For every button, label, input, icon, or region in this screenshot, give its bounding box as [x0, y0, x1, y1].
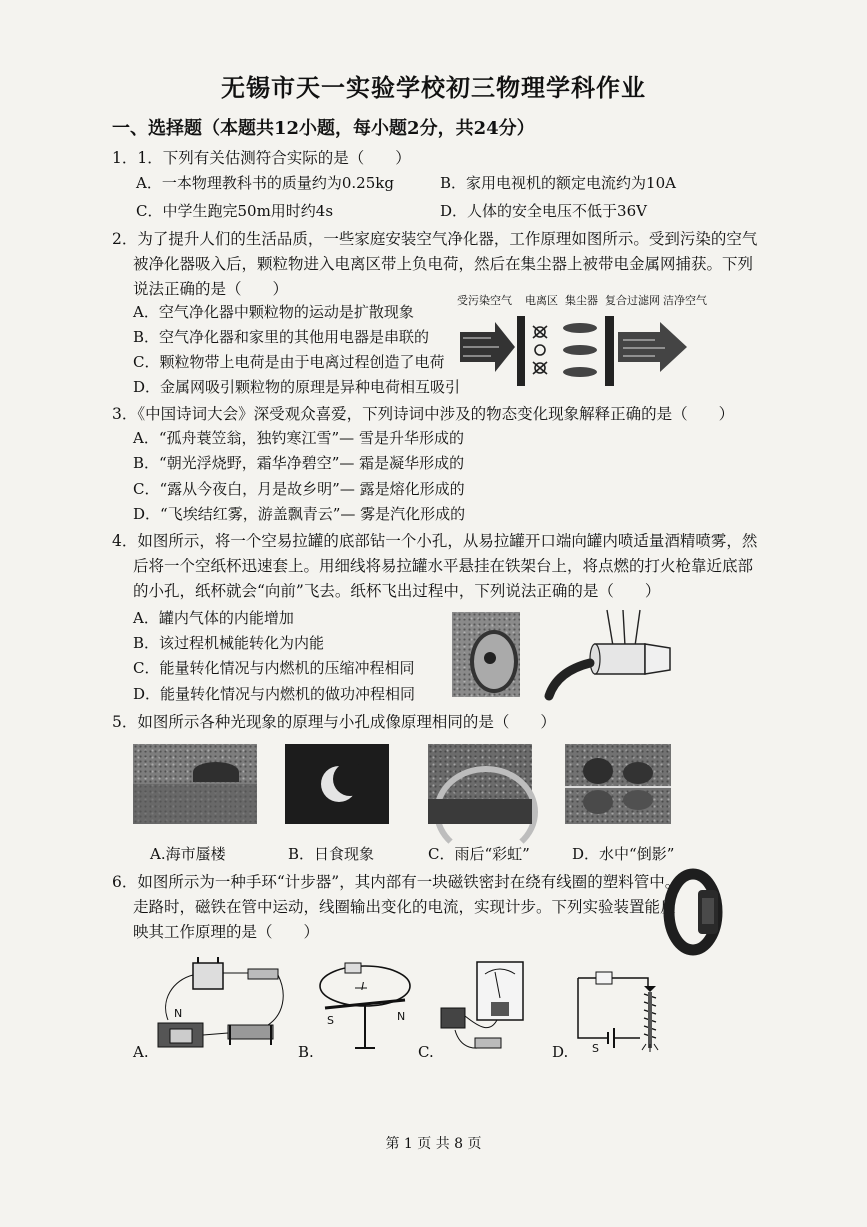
- q3-option-b: B．“朝光浮烧野，霜华净碧空”— 霜是凝华形成的: [133, 454, 465, 472]
- air-purifier-diagram: [455, 292, 707, 394]
- label-clean-air: 洁净空气: [663, 294, 707, 307]
- q3-stem: 3．《中国诗词大会》深受观众喜爱，下列诗词中涉及的物态变化现象解释正确的是（ ）: [112, 405, 735, 423]
- q3-option-a: A．“孤舟蓑笠翁，独钓寒江雪”— 雪是升华形成的: [133, 429, 464, 447]
- q2-option-d: D．金属网吸引颗粒物的原理是异种电荷相互吸引: [133, 378, 461, 396]
- q5-option-b: B．日食现象: [288, 845, 375, 863]
- current-label: I: [361, 980, 365, 993]
- q5-option-a: A.海市蜃楼: [150, 845, 226, 863]
- q1-option-a: A．一本物理教科书的质量约为0.25kg: [136, 174, 394, 192]
- q4-option-c: C．能量转化情况与内燃机的压缩冲程相同: [133, 659, 415, 677]
- q4-stem-line1: 4．如图所示，将一个空易拉罐的底部钻一个小孔，从易拉罐开口端向罐内喷适量酒精喷雾，然: [112, 532, 758, 550]
- soda-can: [595, 644, 645, 674]
- paper-cup: [645, 644, 670, 674]
- solar-eclipse-photo: [285, 744, 389, 824]
- q3-option-d: D．“飞埃结红雾，游盖飘青云”— 雾是汽化形成的: [133, 505, 466, 523]
- q5-stem: 5．如图所示各种光现象的原理与小孔成像原理相同的是（ ）: [112, 713, 556, 731]
- ionizer: [533, 326, 547, 374]
- q2-stem-line1: 2．为了提升人们的生活品质，一些家庭安装空气净化器，工作原理如图所示。受到污染的空气: [112, 230, 758, 248]
- label-ionization-zone: 电离区: [525, 294, 558, 307]
- q4-option-b: B．该过程机械能转化为内能: [133, 634, 325, 652]
- label-dust-collector: 集尘器: [565, 294, 598, 307]
- dust-collector-plates: [563, 323, 597, 377]
- q1-option-d: D．人体的安全电压不低于36V: [440, 202, 647, 220]
- q2-option-a: A．空气净化器中颗粒物的运动是扩散现象: [133, 303, 414, 321]
- q6-figure-d: [568, 958, 668, 1063]
- rainbow-photo: [428, 744, 532, 824]
- q2-option-b: B．空气净化器和家里的其他用电器是串联的: [133, 328, 430, 346]
- cell: [608, 1028, 614, 1048]
- q6-figure-c: [435, 958, 535, 1063]
- q6-option-d: D.: [552, 1043, 569, 1061]
- q6-stem-line3: 映其工作原理的是（ ）: [133, 923, 320, 941]
- q6-figure-a: [148, 955, 293, 1060]
- q5-option-c: C．雨后“彩虹”: [428, 845, 530, 863]
- q6-figure-b: [315, 958, 415, 1058]
- page-footer: 第 1 页 共 8 页: [385, 1136, 482, 1152]
- page-title: 无锡市天一实验学校初三物理学科作业: [221, 73, 646, 102]
- can-bottom-photo: [452, 612, 520, 697]
- q4-option-d: D．能量转化情况与内燃机的做功冲程相同: [133, 685, 416, 703]
- horseshoe-magnet: [441, 1008, 465, 1028]
- fitness-band-photo: [660, 868, 725, 958]
- lighter-gun: [549, 663, 590, 696]
- mirage-photo: [133, 744, 257, 824]
- pole-n-label: N: [397, 1010, 406, 1023]
- q6-stem-line2: 走路时，磁铁在管中运动，线圈输出变化的电流，实现计步。下列实验装置能反: [133, 898, 676, 916]
- switch: [248, 969, 278, 979]
- q4-stem-line3: 的小孔，纸杯就会“向前”飞去。纸杯飞出过程中，下列说法正确的是（ ）: [133, 582, 661, 600]
- battery-b: [345, 963, 361, 973]
- q5-option-d: D．水中“倒影”: [572, 845, 675, 863]
- q6-option-a: A.: [133, 1043, 149, 1061]
- switch-s-label: S: [592, 1042, 599, 1055]
- polluted-air-arrow: [460, 322, 515, 372]
- clean-air-arrow: [618, 322, 687, 372]
- section-heading: 一、选择题（本题共12小题，每小题2分，共24分）: [112, 118, 535, 139]
- can-cup-apparatus: [545, 608, 685, 700]
- intake-grille: [517, 316, 525, 386]
- q2-stem-line2: 被净化器吸入后，颗粒物进入电离区带上负电荷，然后在集尘器上被带电金属网捕获。下列: [133, 255, 754, 273]
- q4-stem-line2: 后将一个空纸杯迅速套上。用细线将易拉罐水平悬挂在铁架台上，将点燃的打火枪靠近底部: [133, 557, 754, 575]
- resistor: [596, 972, 612, 984]
- pole-s-label: S: [327, 1014, 334, 1027]
- q6-stem-line1: 6．如图所示为一种手环“计步器”，其内部有一块磁铁密封在绕有线圈的塑料管中。: [112, 873, 681, 891]
- magnet-pole-n: N: [174, 1007, 183, 1020]
- q2-option-c: C．颗粒物带上电荷是由于电离过程创造了电荷: [133, 353, 445, 371]
- q6-option-b: B.: [298, 1043, 314, 1061]
- q4-option-a: A．罐内气体的内能增加: [133, 609, 294, 627]
- q1-option-b: B．家用电视机的额定电流约为10A: [440, 174, 676, 192]
- water-reflection-photo: [565, 744, 671, 824]
- q3-option-c: C．“露从今夜白，月是故乡明”— 露是熔化形成的: [133, 480, 465, 498]
- q1-stem: 1．1．下列有关估测符合实际的是（ ）: [112, 149, 411, 167]
- rheostat: [228, 1025, 273, 1039]
- q1-option-c: C．中学生跑完50m用时约4s: [136, 202, 334, 220]
- label-composite-filter: 复合过滤网: [605, 294, 660, 307]
- q2-stem-line3: 说法正确的是（ ）: [133, 280, 289, 298]
- q6-option-c: C.: [418, 1043, 434, 1061]
- label-polluted-air: 受污染空气: [457, 294, 512, 307]
- battery: [193, 963, 223, 989]
- composite-filter: [605, 316, 614, 386]
